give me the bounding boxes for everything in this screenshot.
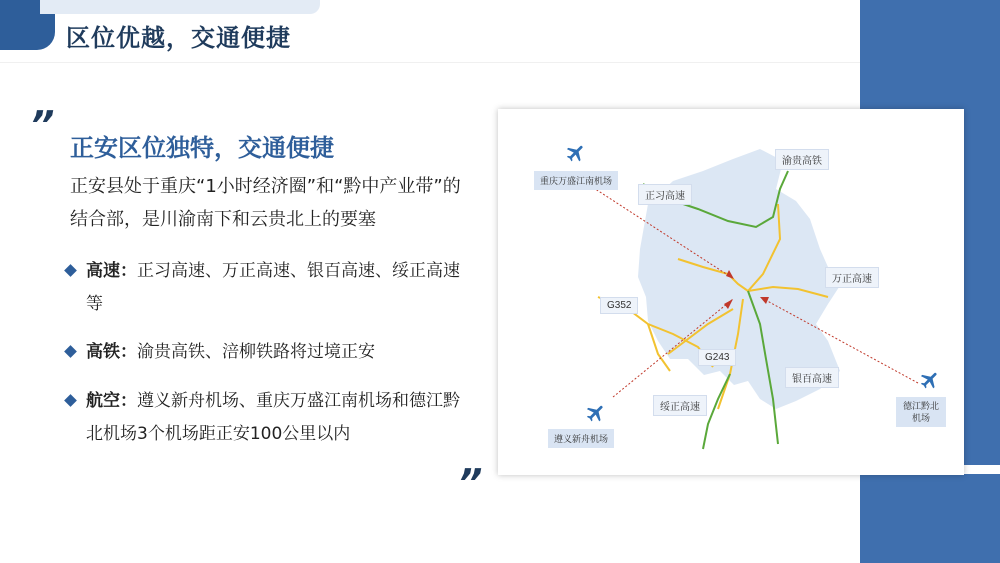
open-quote-mark: ”	[30, 103, 55, 147]
label-zhengxi-expressway: 正习高速	[638, 184, 692, 205]
label-yinbai-expressway: 银百高速	[785, 367, 839, 388]
airport-label-zunyi: 遵义新舟机场	[548, 429, 614, 448]
corner-strip-decoration	[40, 0, 320, 14]
bullet-item-highway	[66, 255, 476, 321]
label-suizheng-expressway: 绥正高速	[653, 395, 707, 416]
side-band-lower-decoration	[860, 474, 1000, 563]
diamond-bullet-icon	[64, 264, 77, 277]
page-title: 区位优越，交通便捷	[66, 24, 291, 52]
label-g352: G352	[600, 297, 638, 314]
bullet-key: 航空：	[86, 391, 137, 411]
airport-label-dejiang: 德江黔北机场	[896, 397, 946, 427]
section-heading: 正安区位独特，交通便捷	[70, 134, 334, 162]
intro-paragraph: 正安县处于重庆“1小时经济圈”和“黔中产业带”的结合部，是川渝南下和云贵北上的要塞	[70, 176, 461, 230]
diamond-bullet-icon	[64, 394, 77, 407]
bullet-text: 正习高速、万正高速、银百高速、绥正高速等	[86, 261, 460, 314]
bullet-key: 高铁：	[86, 342, 137, 362]
label-yugui-railway: 渝贵高铁	[775, 149, 829, 170]
close-quote-mark: ”	[458, 461, 483, 505]
bullet-item-railway	[66, 336, 476, 369]
transport-map	[498, 109, 964, 475]
title-divider	[0, 62, 860, 63]
bullet-text: 渝贵高铁、涪柳铁路将过境正安	[137, 342, 375, 362]
bullet-text: 遵义新舟机场、重庆万盛江南机场和德江黔北机场3个机场距正安100公里以内	[86, 391, 460, 444]
airport-label-chongqing: 重庆万盛江南机场	[534, 171, 618, 190]
bullet-item-aviation	[66, 385, 476, 451]
label-g243: G243	[698, 349, 736, 366]
diamond-bullet-icon	[64, 345, 77, 358]
label-wanzheng-expressway: 万正高速	[825, 267, 879, 288]
bullet-key: 高速：	[86, 261, 137, 281]
airplane-icon	[585, 402, 607, 424]
airplane-icon	[919, 369, 941, 391]
airplane-icon	[565, 142, 587, 164]
